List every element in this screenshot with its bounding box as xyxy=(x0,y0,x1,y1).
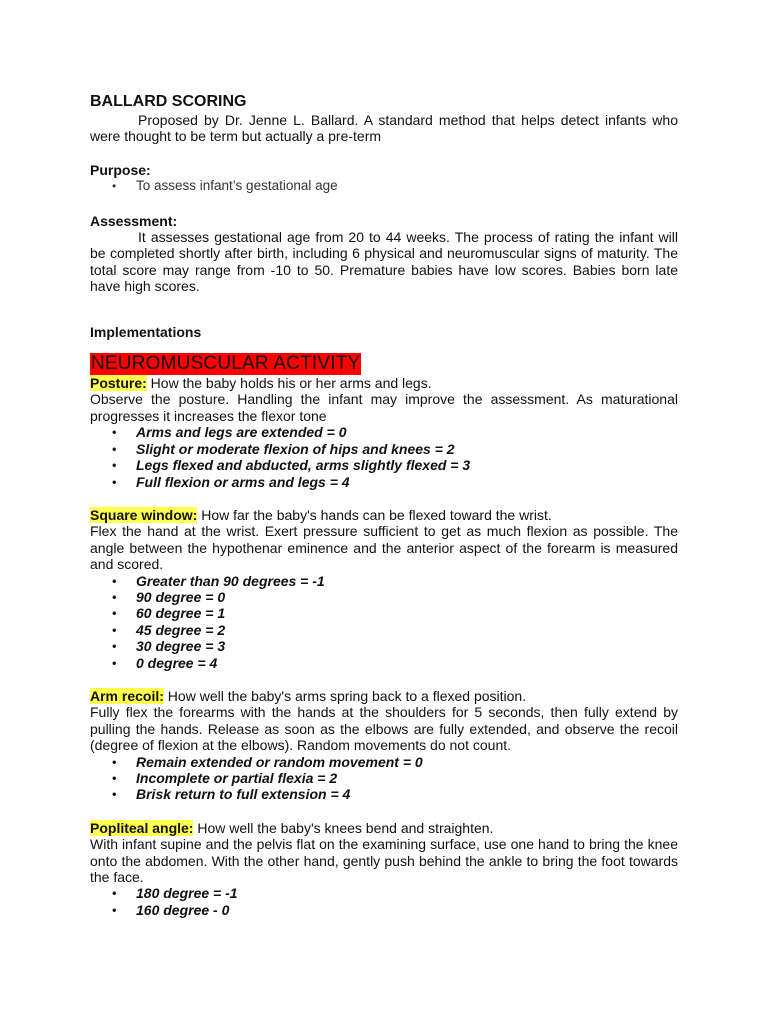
list-item: • Incomplete or partial flexia = 2 xyxy=(90,770,678,786)
list-item: • 45 degree = 2 xyxy=(90,622,678,638)
document-title: BALLARD SCORING xyxy=(90,93,247,110)
list-item: • 90 degree = 0 xyxy=(90,589,678,605)
square-window-label: Square window: xyxy=(90,506,198,523)
popliteal-list xyxy=(90,885,678,918)
arm-recoil-desc: How well the baby's arms spring back to a flexed position. xyxy=(163,687,527,704)
posture-label: Posture: xyxy=(90,375,147,392)
popliteal-desc: How well the baby's knees bend and straighten. xyxy=(193,819,494,836)
arm-recoil-label: Arm recoil: xyxy=(90,687,164,704)
list-item: • Full flexion or arms and legs = 4 xyxy=(90,474,678,490)
list-item: • Remain extended or random movement = 0 xyxy=(90,754,678,770)
posture-list xyxy=(90,424,678,490)
implementations-label: Implementations xyxy=(90,323,202,340)
posture-desc: How the baby holds his or her arms and legs. xyxy=(146,375,432,392)
square-window-text: Flex the hand at the wrist. Exert pressure sufficient to get as much flexion as possible. The angle between the hypothenar eminence and the anterior aspect of the forearm is measured and scored. xyxy=(90,523,678,573)
list-item: • Arms and legs are extended = 0 xyxy=(90,424,678,440)
arm-recoil-list xyxy=(90,754,678,803)
popliteal-text: With infant supine and the pelvis flat on the examining surface, use one hand to bring the knee onto the abdomen. With the other hand, gently push behind the ankle to bring the foot towards the face. xyxy=(90,836,678,886)
list-item: • Slight or moderate flexion of hips and knees = 2 xyxy=(90,441,678,457)
arm-recoil-title-line xyxy=(90,688,678,704)
assessment-paragraph: It assesses gestational age from 20 to 44 weeks. The process of rating the infant will be completed shortly after birth, including 6 physical and neuromuscular signs of maturity. The total score may range from -10 to 50. Premature babies have low scores. Babies born late have high scores. xyxy=(90,229,678,295)
list-item: • 30 degree = 3 xyxy=(90,638,678,654)
list-item: • To assess infant’s gestational age xyxy=(90,178,678,194)
section-heading-wrap xyxy=(90,340,678,375)
popliteal-label: Popliteal angle: xyxy=(90,819,194,836)
list-item: • Legs flexed and abducted, arms slightly flexed = 3 xyxy=(90,457,678,473)
list-item: • 160 degree - 0 xyxy=(90,902,678,918)
purpose-label: Purpose: xyxy=(90,161,151,178)
arm-recoil-section xyxy=(90,688,678,803)
posture-section xyxy=(90,375,678,490)
square-window-desc: How far the baby's hands can be flexed toward the wrist. xyxy=(197,506,552,523)
list-item: • 60 degree = 1 xyxy=(90,605,678,621)
neuromuscular-heading: NEUROMUSCULAR ACTIVITY xyxy=(91,353,361,375)
document-content xyxy=(90,92,678,918)
arm-recoil-text: Fully flex the forearms with the hands at the shoulders for 5 seconds, then fully extend by pulling the hands. Release as soon as the elbows are fully extended, and observe the recoil (degree of flexion at the elbows). Random movements do not count. xyxy=(90,704,678,754)
posture-title-line xyxy=(90,375,678,391)
list-item: • 0 degree = 4 xyxy=(90,655,678,671)
purpose-list xyxy=(90,178,678,194)
list-item: • Brisk return to full extension = 4 xyxy=(90,786,678,802)
square-window-list xyxy=(90,573,678,671)
list-item: • Greater than 90 degrees = -1 xyxy=(90,573,678,589)
popliteal-section xyxy=(90,820,678,918)
assessment-label: Assessment: xyxy=(90,212,178,229)
list-item: • 180 degree = -1 xyxy=(90,885,678,901)
square-window-title-line xyxy=(90,507,678,523)
intro-paragraph: Proposed by Dr. Jenne L. Ballard. A standard method that helps detect infants who were thought to be term but actually a pre-term xyxy=(90,112,678,145)
popliteal-title-line xyxy=(90,820,678,836)
square-window-section xyxy=(90,507,678,671)
posture-text: Observe the posture. Handling the infant may improve the assessment. As maturational progresses it increases the flexor tone xyxy=(90,391,678,424)
